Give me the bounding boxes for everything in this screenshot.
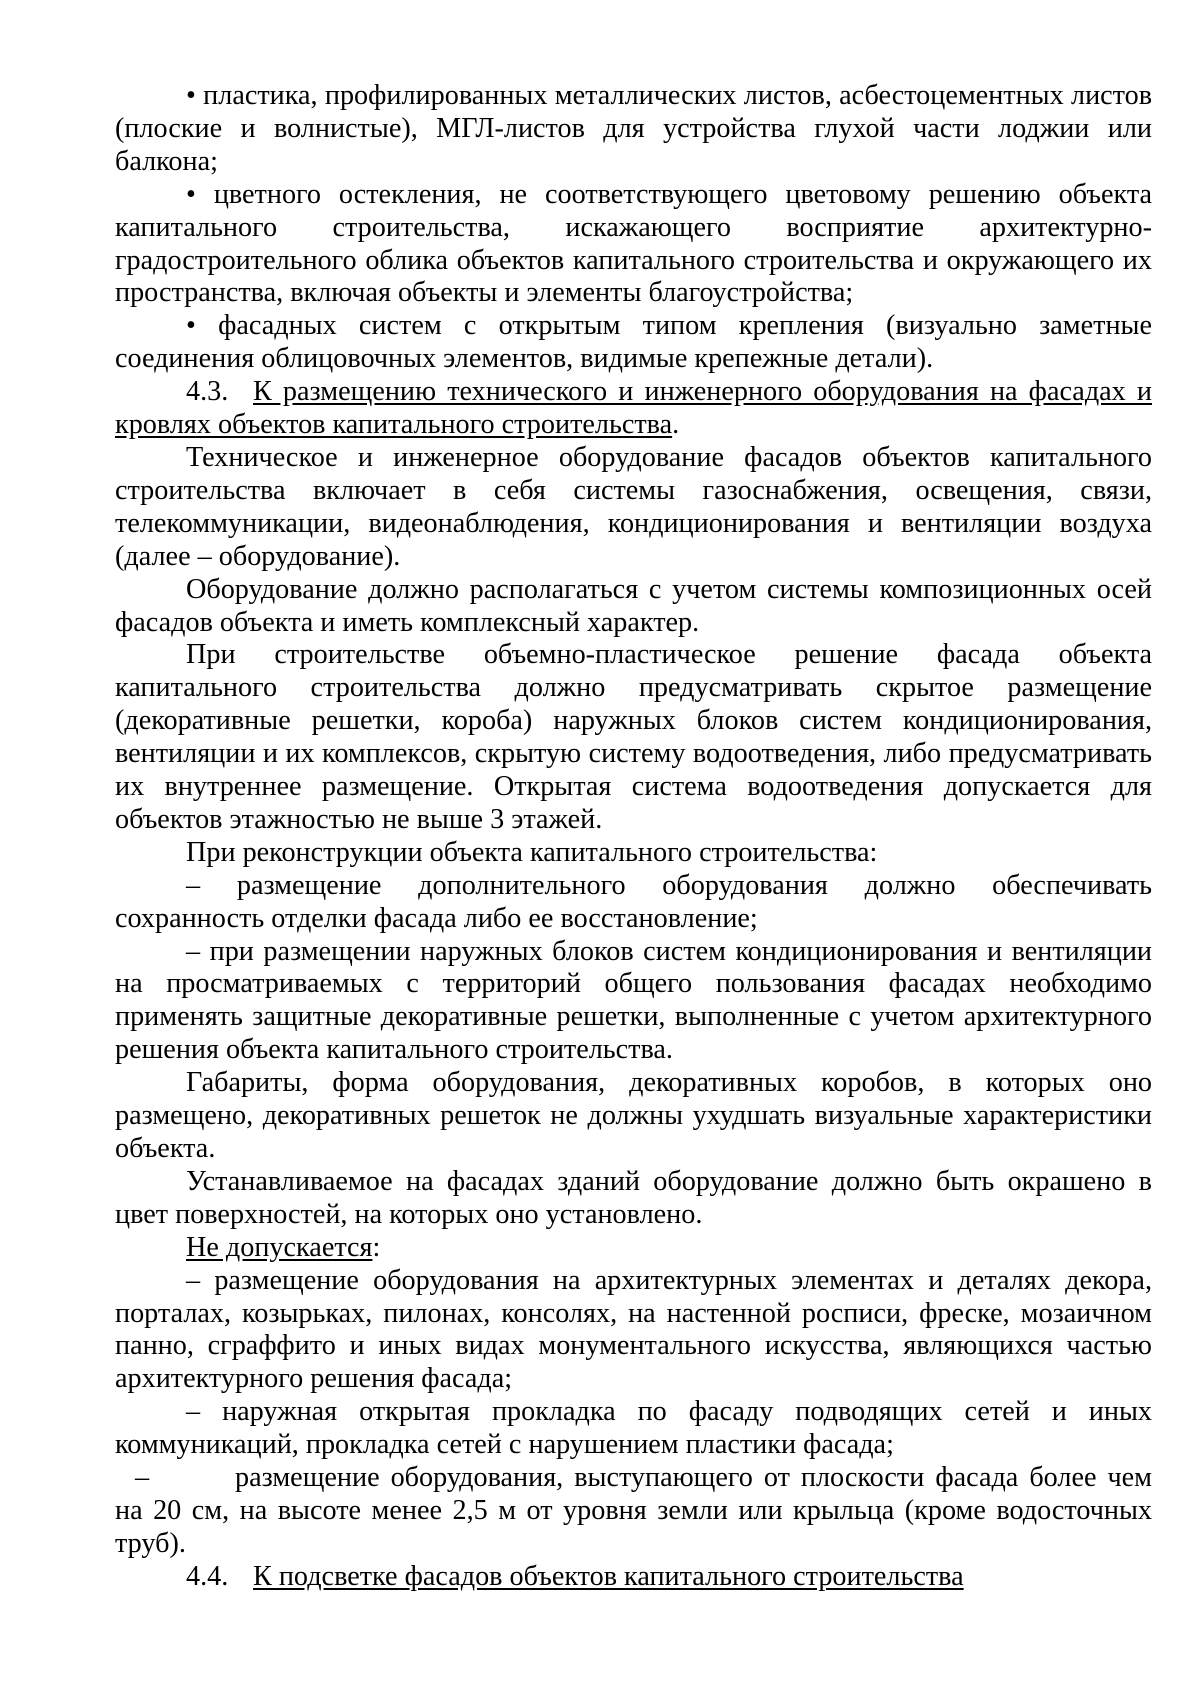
dash-item xyxy=(115,1396,1152,1462)
section-title: К подсветке фасадов объектов капитального строительства xyxy=(253,1560,964,1592)
dash-icon: – xyxy=(186,1396,201,1428)
paragraph: Устанавливаемое на фасадах зданий оборудование должно быть окрашено в цвет поверхностей, на которых оно установлено. xyxy=(115,1165,1152,1230)
bullet-item-glazing xyxy=(115,179,1152,311)
section-number: 4.4. xyxy=(186,1560,229,1592)
dash-text: размещение оборудования на архитектурных элементах и деталях декора, порталах, козырьках, пилонах, консолях, на настенной росписи, фреске, мозаичном панно, сграффито и иных видах монументального искусства, являющихся частью архитектурного решения фасада; xyxy=(115,1264,1152,1395)
not-allowed-label: Не допускается xyxy=(186,1231,373,1263)
not-allowed-colon: : xyxy=(372,1231,381,1263)
bullet-item-facade-systems xyxy=(115,310,1152,376)
bullet-text: цветного остекления, не соответствующего цветовому решению объекта капитального строительства, искажающего восприятие архитектурно-градостроительного облика объектов капитального строительства и окружающего их пространства, включая объекты и элементы благоустройства; xyxy=(115,178,1152,309)
dash-text: размещение дополнительного оборудования должно обеспечивать сохранность отделки фасада либо ее восстановление; xyxy=(115,869,1152,934)
bullet-text: фасадных систем с открытым типом крепления (визуально заметные соединения облицовочных элементов, видимые крепежные детали). xyxy=(115,310,1153,375)
document-page xyxy=(115,80,1152,1594)
dash-text: наружная открытая прокладка по фасаду подводящих сетей и иных коммуникаций, прокладка сетей с нарушением пластики фасада; xyxy=(115,1396,1153,1461)
section-number: 4.3. xyxy=(186,376,229,408)
bullet-icon: • xyxy=(186,178,196,210)
dash-text: при размещении наружных блоков систем кондиционирования и вентиляции на просматриваемых с территорий общего пользования фасадах необходимо применять защитные декоративные решетки, выполненные с учетом архитектурного решения объекта капитального строительства. xyxy=(115,935,1153,1066)
paragraph: При строительстве объемно-пластическое решение фасада объекта капитального строительства должно предусматривать скрытое размещение (декоративные решетки, короба) наружных блоков систем кондиционирования, вентиляции и их комплексов, скрытую систему водоотведения, либо предусматривать их внутреннее размещение. Открытая система водоотведения допускается для объектов этажностью не выше 3 этажей. xyxy=(115,639,1152,835)
section-heading-4-4 xyxy=(115,1561,1152,1594)
section-title: К размещению технического и инженерного оборудования на фасадах и кровлях объектов капитального строительства xyxy=(115,376,1152,441)
dash-item xyxy=(115,936,1152,1068)
dash-item xyxy=(115,1462,1152,1561)
paragraph: Оборудование должно располагаться с учетом системы композиционных осей фасадов объекта и иметь комплексный характер. xyxy=(115,573,1152,638)
bullet-icon: • xyxy=(186,80,196,111)
section-title-end: . xyxy=(672,409,680,441)
dash-item xyxy=(115,1265,1152,1397)
paragraph: Техническое и инженерное оборудование фасадов объектов капитального строительства включает в себя системы газоснабжения, освещения, связи, телекоммуникации, видеонаблюдения, кондиционирования и вентиляции воздуха (далее – оборудование). xyxy=(115,441,1152,572)
bullet-text: пластика, профилированных металлических листов, асбестоцементных листов (плоские и волнистые), МГЛ-листов для устройства глухой части лоджии или балкона; xyxy=(115,80,1153,177)
bullet-icon: • xyxy=(186,310,196,342)
bullet-item-plastic xyxy=(115,80,1152,179)
dash-icon: – xyxy=(186,869,201,901)
section-heading-4-3 xyxy=(115,376,1152,442)
dash-icon: – xyxy=(186,935,201,967)
not-allowed-heading xyxy=(115,1232,1152,1265)
dash-icon: – xyxy=(135,1462,150,1494)
paragraph: Габариты, форма оборудования, декоративных коробов, в которых оно размещено, декоративных решеток не должны ухудшать визуальные характеристики объекта. xyxy=(115,1067,1152,1164)
paragraph: При реконструкции объекта капитального строительства: xyxy=(186,836,878,868)
dash-icon: – xyxy=(186,1264,201,1296)
dash-item xyxy=(115,870,1152,936)
dash-text: размещение оборудования, выступающего от плоскости фасада более чем на 20 см, на высоте менее 2,5 м от уровня земли или крыльца (кроме водосточных труб). xyxy=(115,1462,1152,1559)
